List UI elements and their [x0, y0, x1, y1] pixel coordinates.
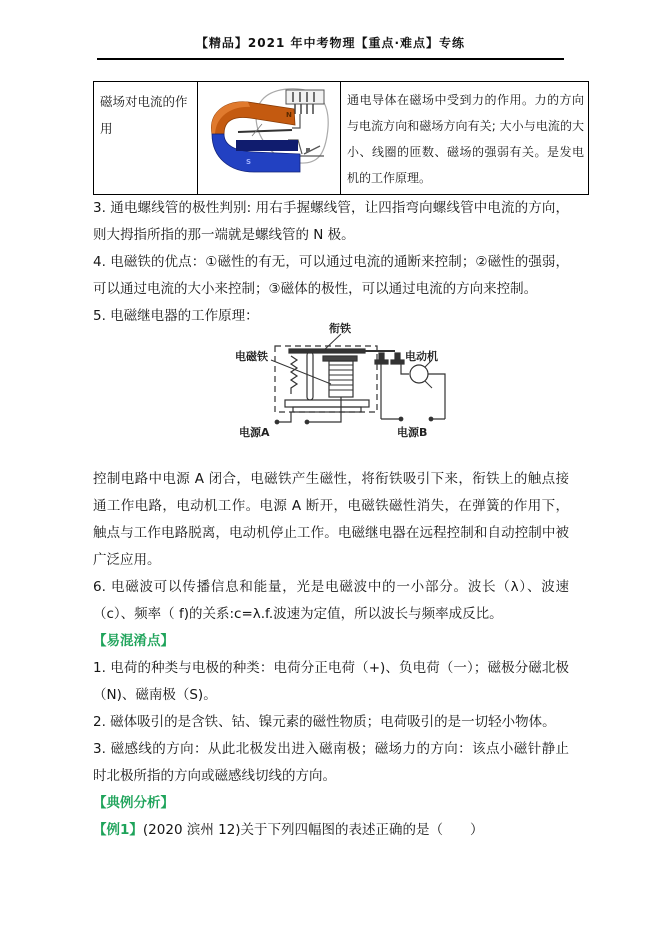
source-b-label: 电源B: [397, 426, 428, 439]
contacts: [375, 353, 404, 364]
coil-body: [329, 361, 353, 397]
electromagnet-pointer: [271, 360, 331, 384]
coil-windings: [329, 365, 353, 390]
relay-base: [285, 400, 369, 407]
note-electromagnet-advantages: 4. 电磁铁的优点：①磁性的有无，可以通过电流的通断来控制；②磁性的强弱，可以通过电流的大小来控制；③磁体的极性，可以通过电流的方向来控制。: [93, 254, 569, 297]
table-figure-cell: [198, 82, 341, 195]
note-em-wave: 6. 电磁波可以传播信息和能量，光是电磁波中的一小部分。波长（λ）、波速（c）、频率（ f)的关系:c=λ.f.波速为定值，所以波长与频率成反比。: [93, 579, 569, 622]
wire-contact-right: [401, 364, 409, 374]
coil-core: [323, 356, 357, 361]
example-heading: 【典例分析】: [93, 795, 174, 811]
relay-explanation: 控制电路中电源 A 闭合，电磁铁产生磁性，将衔铁吸引下来，衔铁上的触点接通工作电路，电动机工作。电源 A 断开，电磁铁磁性消失，在弹簧的作用下，触点与工作电路脱离，电动机停止工作。电磁继电器在远程控制和自动控制中被广泛应用。: [93, 471, 569, 568]
armature-label: 衔铁: [329, 322, 351, 335]
page-header-title: 【精品】2021 年中考物理【重点·难点】专练: [195, 36, 466, 50]
s-pole-label: S: [246, 158, 252, 166]
wire-source-a: [277, 397, 341, 422]
magnet-south-arm: [212, 134, 300, 172]
motor-figure: [200, 84, 332, 184]
document-content: [93, 81, 584, 844]
example-1-tag: 【例1】: [93, 822, 143, 838]
spring: [291, 356, 297, 394]
n-pole-label: N: [286, 111, 292, 119]
note-relay-principle: 5. 电磁继电器的工作原理：: [93, 308, 259, 324]
electromagnet-label: 电磁铁: [235, 350, 268, 363]
confusion-item-charge-pole: 1. 电荷的种类与电极的种类：电荷分正电荷（+)、负电荷（一）；磁极分磁北极（N)、磁南极（S)。: [93, 660, 569, 703]
table-description-cell: 通电导体在磁场中受到力的作用。力的方向与电流方向和磁场方向有关; 大小与电流的大小、线圈的匝数、磁场的强弱有关。是发电机的工作原理。: [341, 82, 589, 195]
source-a-terminal-left: [275, 420, 279, 424]
relay-figure: [233, 322, 463, 442]
relay-base-foot: [293, 407, 361, 412]
conductor-rod: [238, 124, 292, 136]
confusion-item-field-lines: 3. 磁感线的方向：从此北极发出进入磁南极；磁场力的方向：该点小磁针静止时北极所指的方向或磁感线切线的方向。: [93, 741, 569, 784]
summary-table: [93, 81, 589, 195]
example-1-text: (2020 滨州 12)关于下列四幅图的表述正确的是（ ）: [142, 822, 484, 838]
example-1-line: [93, 817, 569, 844]
confusion-item-attraction: 2. 磁体吸引的是含铁、钴、镍元素的磁性物质；电荷吸引的是一切轻小物体。: [93, 714, 556, 730]
confusion-heading: 【易混淆点】: [93, 633, 174, 649]
note-solenoid-polarity: 3. 通电螺线管的极性判别: 用右手握螺线管，让四指弯向螺线管中电流的方向，则大拇指所指的那一端就是螺线管的 N 极。: [93, 200, 569, 243]
magnet-pole-face: [236, 140, 298, 151]
source-a-label: 电源A: [239, 426, 270, 439]
wire-motor-right: [428, 374, 445, 419]
table-row: [94, 82, 589, 195]
relay-diagram-svg: [233, 322, 463, 442]
motor-label: 电动机: [405, 350, 438, 363]
motor-circle: [410, 365, 428, 383]
header-rule: [97, 58, 564, 60]
table-topic-cell: 磁场对电流的作用: [94, 82, 198, 195]
armature-bar: [289, 349, 365, 353]
source-a-terminal-right: [305, 420, 309, 424]
